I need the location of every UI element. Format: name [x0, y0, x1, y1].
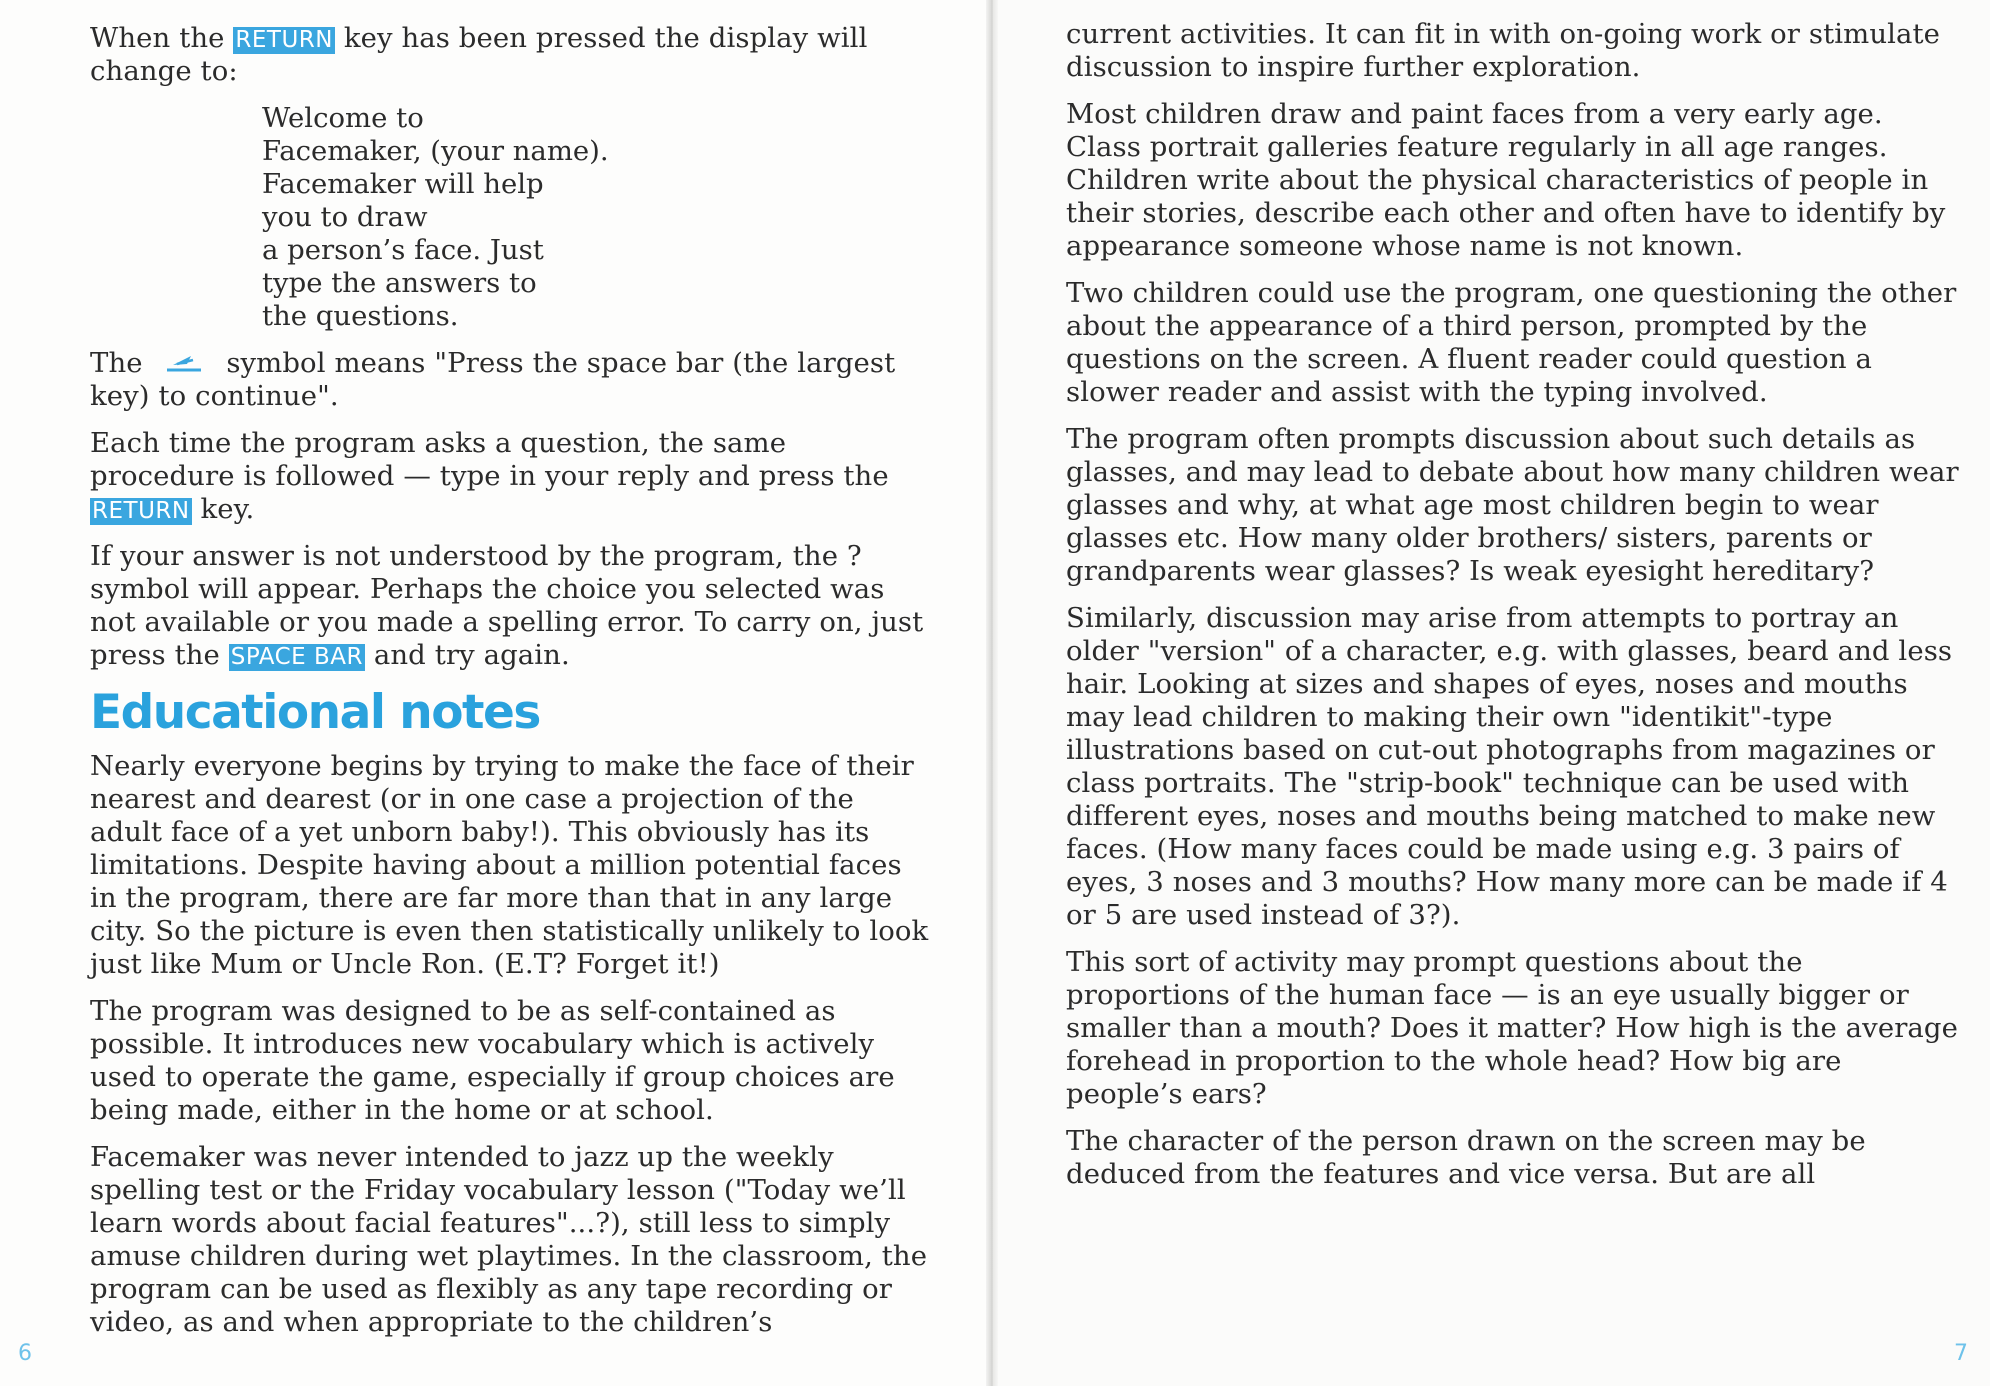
right-page	[998, 0, 1990, 1386]
body-paragraph: Facemaker was never intended to jazz up the weekly spelling test or the Friday vocabulary lesson ("Today we’ll learn words about facial features"...?), still less to simply amuse children during wet playtimes. In the classroom, the program can be used as flexibly as any tape recording or video, as and when appropriate to the children’s	[90, 1141, 928, 1338]
error-help-paragraph	[90, 540, 932, 672]
space-symbol-paragraph	[90, 347, 932, 413]
question-procedure-paragraph	[90, 427, 932, 526]
body-paragraph: The program often prompts discussion about such details as glasses, and may lead to debate about how many children wear glasses and why, at what age most children begin to wear glasses etc. How many older brothers/ sisters, parents or grandparents wear glasses? Is weak eyesight hereditary?	[1066, 423, 1959, 587]
page-number: 6	[18, 1341, 32, 1366]
return-key-label: RETURN	[92, 498, 190, 524]
welcome-line: Facemaker, (your name).	[262, 135, 609, 167]
section-heading: Educational notes	[90, 685, 540, 740]
body-paragraph: current activities. It can fit in with on-going work or stimulate discussion to inspire further exploration.	[1066, 18, 1941, 83]
paragraph-text: and try again.	[373, 639, 570, 671]
welcome-line: Welcome to	[262, 102, 424, 134]
book-gutter	[986, 0, 998, 1386]
body-paragraph: This sort of activity may prompt questions about the proportions of the human face — is an eye usually bigger or smaller than a mouth? Does it matter? How high is the average forehead in proportion to the whole head? How big are people’s ears?	[1066, 946, 1959, 1110]
space-bar-key-label: SPACE BAR	[230, 644, 364, 670]
body-paragraph: Nearly everyone begins by trying to make the face of their nearest and dearest (or in one case a projection of the adult face of a yet unborn baby!). This obviously has its limitations. Despite having about a million potential faces in the program, there are far more than that in any large city. So the picture is even then statistically unlikely to look just like Mum or Uncle Ron. (E.T? Forget it!)	[90, 750, 929, 980]
left-page	[0, 0, 992, 1386]
page-number: 7	[1954, 1341, 1968, 1366]
paragraph-text: Each time the program asks a question, the same procedure is followed — type in your reply and press the	[90, 427, 889, 492]
welcome-line: Facemaker will help	[262, 168, 544, 200]
return-key-label: RETURN	[235, 27, 333, 53]
body-paragraph: The character of the person drawn on the screen may be deduced from the features and vice versa. But are all	[1066, 1125, 1866, 1190]
return-key-paragraph	[90, 22, 932, 88]
welcome-line: type the answers to	[262, 267, 537, 299]
space-bar-symbol-icon	[163, 350, 205, 376]
body-paragraph: The program was designed to be as self-contained as possible. It introduces new vocabulary which is actively used to operate the game, especially if group choices are being made, either in the home or at school.	[90, 995, 895, 1126]
body-paragraph: Most children draw and paint faces from a very early age. Class portrait galleries feature regularly in all age ranges. Children write about the physical characteristics of people in their stories, describe each other and often have to identify by appearance someone whose name is not known.	[1066, 98, 1946, 262]
paragraph-text: The	[90, 347, 143, 379]
paragraph-text: key.	[200, 493, 255, 525]
welcome-line: the questions.	[262, 300, 459, 332]
body-paragraph: Similarly, discussion may arise from attempts to portray an older "version" of a character, e.g. with glasses, beard and less hair. Looking at sizes and shapes of eyes, noses and mouths may lead children to making their own "identikit"-type illustrations based on cut-out photographs from magazines or class portraits. The "strip-book" technique can be used with different eyes, noses and mouths being matched to make new faces. (How many faces could be made using e.g. 3 pairs of eyes, 3 noses and 3 mouths? How many more can be made if 4 or 5 are used instead of 3?).	[1066, 602, 1953, 931]
welcome-message-block	[262, 102, 932, 333]
paragraph-text: key has been pressed the display will change to:	[90, 22, 868, 87]
paragraph-text: symbol means "Press the space bar (the largest key) to continue".	[90, 347, 896, 412]
paragraph-text: If your answer is not understood by the program, the ? symbol will appear. Perhaps the choice you selected was not available or you made a spelling error. To carry on, just press the	[90, 540, 924, 671]
welcome-line: you to draw	[262, 201, 428, 233]
welcome-line: a person’s face. Just	[262, 234, 544, 266]
body-paragraph: Two children could use the program, one questioning the other about the appearance of a third person, prompted by the questions on the screen. A fluent reader could question a slower reader and assist with the typing involved.	[1066, 277, 1957, 408]
paragraph-text: When the	[90, 22, 225, 54]
